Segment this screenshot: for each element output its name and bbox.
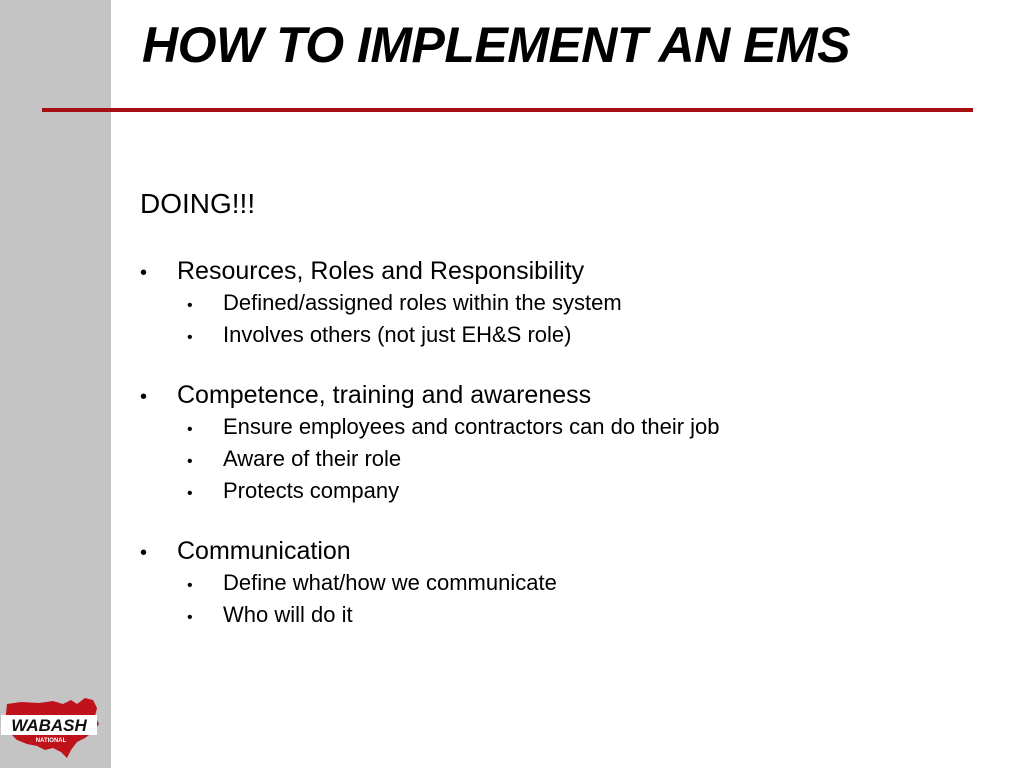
sub-bullet-item xyxy=(187,288,1000,320)
sub-bullet-item xyxy=(187,600,1000,632)
sub-bullet-text: Define what/how we communicate xyxy=(223,570,557,595)
bullet-text: Competence, training and awareness xyxy=(177,381,592,409)
title-underline-rule xyxy=(42,108,973,112)
slide-title: HOW TO IMPLEMENT AN EMS xyxy=(142,17,850,73)
left-sidebar-band xyxy=(0,0,111,768)
bullet-glyph: • xyxy=(140,542,148,564)
bullet-item xyxy=(140,536,1000,568)
sub-bullet-item xyxy=(187,320,1000,352)
sub-bullet-item xyxy=(187,476,1000,508)
bullet-item xyxy=(140,256,1000,288)
slide-body xyxy=(140,186,1000,660)
sub-bullet-text: Defined/assigned roles within the system xyxy=(223,290,622,315)
sub-bullet-glyph: • xyxy=(187,421,193,438)
sub-bullet-glyph: • xyxy=(187,453,193,470)
logo-subtitle: NATIONAL xyxy=(35,738,67,744)
sub-bullet-text: Who will do it xyxy=(223,602,353,627)
sub-bullet-text: Protects company xyxy=(223,478,400,503)
sub-bullet-text: Aware of their role xyxy=(223,446,402,471)
body-heading: DOING!!! xyxy=(140,188,256,219)
sub-bullet-glyph: • xyxy=(187,577,193,594)
bullet-glyph: • xyxy=(140,262,148,284)
sub-bullet-glyph: • xyxy=(187,297,193,314)
sub-bullet-item xyxy=(187,568,1000,600)
sub-bullet-glyph: • xyxy=(187,329,193,346)
bullet-glyph: • xyxy=(140,386,148,408)
sub-bullet-item xyxy=(187,412,1000,444)
sub-bullet-glyph: • xyxy=(187,609,193,626)
logo-wordmark: WABASH xyxy=(11,716,87,735)
section-resources xyxy=(140,256,1000,352)
sub-bullet-text: Involves others (not just EH&S role) xyxy=(223,322,572,347)
bullet-item xyxy=(140,380,1000,412)
bullet-text: Resources, Roles and Responsibility xyxy=(177,257,585,285)
bullet-text: Communication xyxy=(177,537,351,565)
section-competence xyxy=(140,380,1000,508)
section-communication xyxy=(140,536,1000,632)
sub-bullet-item xyxy=(187,444,1000,476)
wabash-national-logo xyxy=(1,694,101,760)
sub-bullet-glyph: • xyxy=(187,485,193,502)
sub-bullet-text: Ensure employees and contractors can do their job xyxy=(223,414,720,439)
